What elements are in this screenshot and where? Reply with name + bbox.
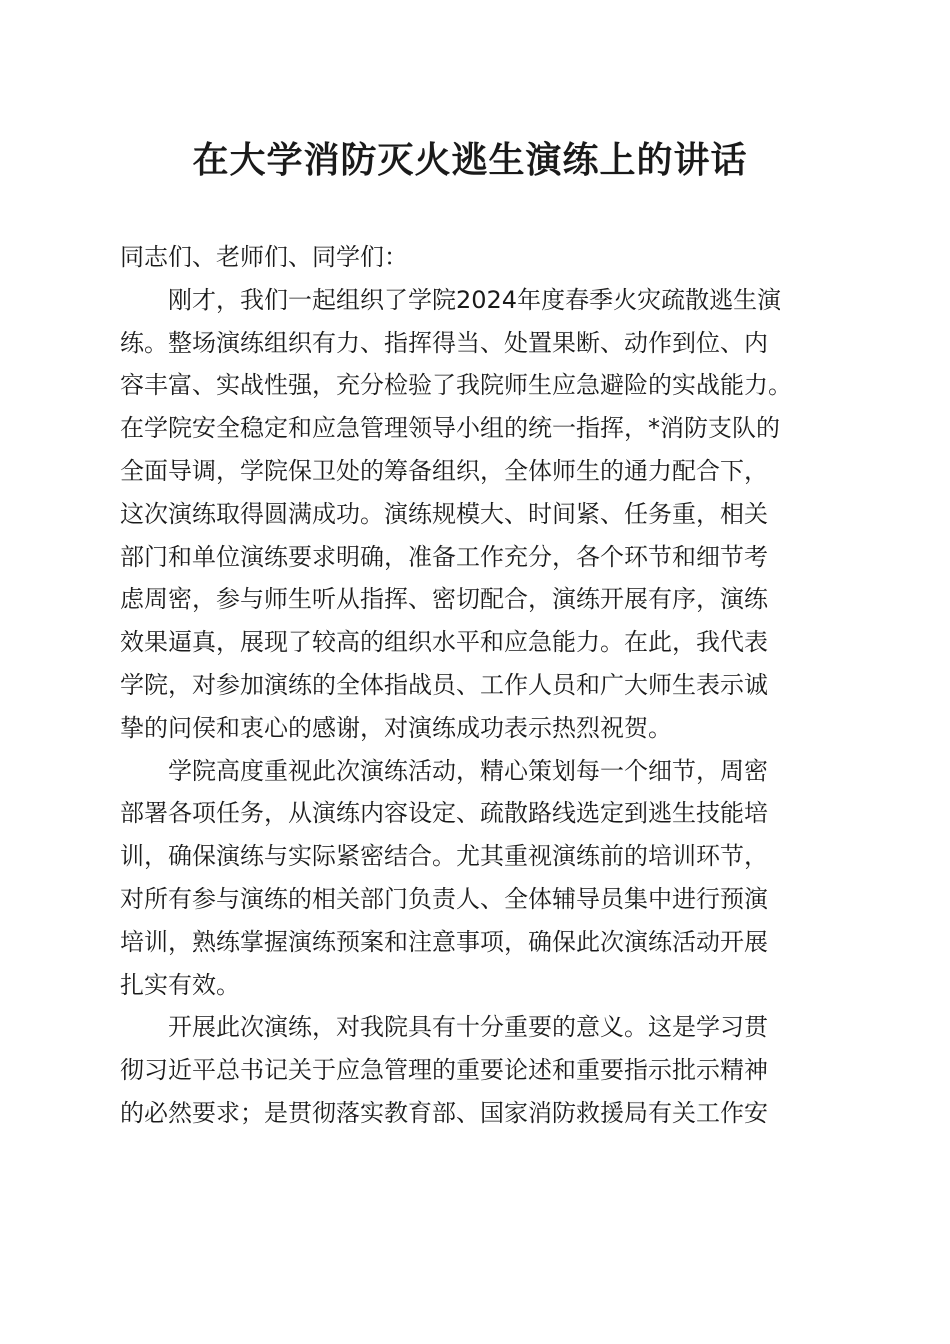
paragraph-1-line-7: 部门和单位演练要求明确，准备工作充分，各个环节和细节考: [120, 542, 768, 571]
paragraph-1-line-3: 容丰富、实战性强，充分检验了我院师生应急避险的实战能力。: [120, 371, 792, 400]
paragraph-1-line-10: 学院，对参加演练的全体指战员、工作人员和广大师生表示诚: [120, 670, 768, 699]
paragraph-3-line-1: 开展此次演练，对我院具有十分重要的意义。这是学习贯: [168, 1013, 768, 1042]
paragraph-1-line-8: 虑周密，参与师生听从指挥、密切配合，演练开展有序，演练: [120, 585, 768, 614]
paragraph-1-line-9: 效果逼真，展现了较高的组织水平和应急能力。在此，我代表: [120, 628, 768, 657]
paragraph-3-line-3: 的必然要求；是贯彻落实教育部、国家消防救援局有关工作安: [120, 1098, 768, 1127]
salutation-line: 同志们、老师们、同学们：: [120, 243, 408, 271]
paragraph-2-line-3: 训，确保演练与实际紧密结合。尤其重视演练前的培训环节，: [120, 842, 768, 871]
paragraph-1-line-2: 练。整场演练组织有力、指挥得当、处置果断、动作到位、内: [120, 328, 768, 357]
document-title: 在大学消防灭火逃生演练上的讲话: [192, 139, 748, 181]
paragraph-2-line-6: 扎实有效。: [120, 970, 240, 999]
document-body: [120, 236, 834, 1135]
paragraph-2-line-5: 培训，熟练掌握演练预案和注意事项，确保此次演练活动开展: [120, 927, 768, 956]
paragraph-1-line-6: 这次演练取得圆满成功。演练规模大、时间紧、任务重，相关: [120, 499, 768, 528]
paragraph-1-line-11: 挚的问侯和衷心的感谢，对演练成功表示热烈祝贺。: [120, 713, 672, 742]
paragraph-1-line-4: 在学院安全稳定和应急管理领导小组的统一指挥，*消防支队的: [120, 414, 780, 443]
paragraph-2-line-1: 学院高度重视此次演练活动，精心策划每一个细节，周密: [168, 756, 768, 785]
paragraph-1-line-1: 刚才，我们一起组织了学院2024年度春季火灾疏散逃生演: [168, 285, 782, 314]
paragraph-2-line-4: 对所有参与演练的相关部门负责人、全体辅导员集中进行预演: [120, 884, 768, 913]
paragraph-1-line-5: 全面导调，学院保卫处的筹备组织，全体师生的通力配合下，: [120, 456, 768, 485]
paragraph-3-line-2: 彻习近平总书记关于应急管理的重要论述和重要指示批示精神: [120, 1056, 768, 1085]
paragraph-2-line-2: 部署各项任务，从演练内容设定、疏散路线选定到逃生技能培: [120, 799, 768, 828]
